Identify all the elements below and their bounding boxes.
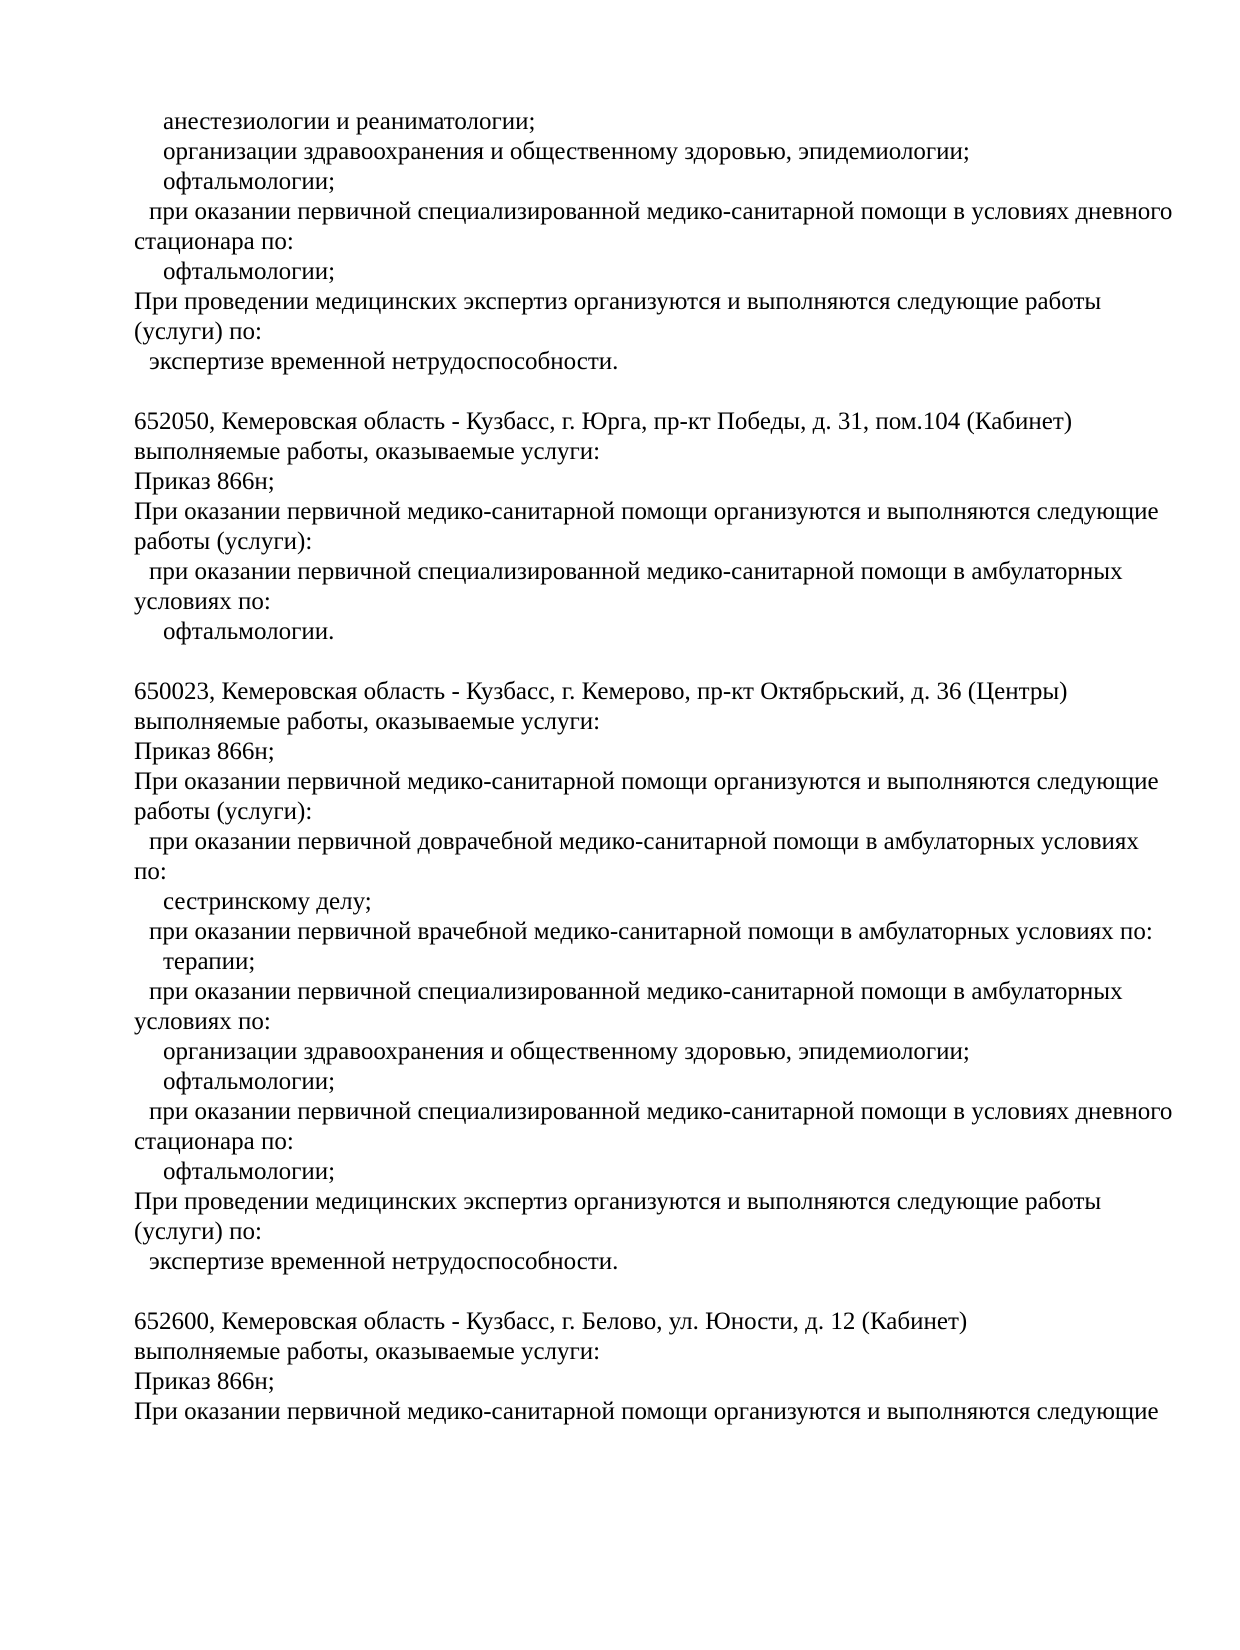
text-line: выполняемые работы, оказываемые услуги: (134, 1338, 601, 1365)
text-line: при оказании первичной специализированной медико-санитарной помощи в амбулаторных (149, 978, 1123, 1005)
text-line: организации здравоохранения и общественному здоровью, эпидемиологии; (163, 1038, 970, 1065)
text-line: при оказании первичной специализированной медико-санитарной помощи в условиях дневного (149, 198, 1173, 225)
text-line: по: (134, 858, 167, 885)
text-line: (услуги) по: (134, 318, 262, 345)
text-line: 650023, Кемеровская область - Кузбасс, г. Кемерово, пр-кт Октябрьский, д. 36 (Центры) (134, 678, 1068, 705)
text-line: офтальмологии; (163, 1158, 336, 1185)
text-line: При проведении медицинских экспертиз организуются и выполняются следующие работы (134, 288, 1102, 315)
text-line: выполняемые работы, оказываемые услуги: (134, 708, 601, 735)
text-line: При оказании первичной медико-санитарной помощи организуются и выполняются следующие (134, 498, 1159, 525)
text-line: офтальмологии; (163, 168, 336, 195)
blank-line (134, 1277, 1190, 1307)
text-line: условиях по: (134, 1008, 271, 1035)
text-line: анестезиологии и реаниматологии; (163, 108, 536, 135)
text-line: офтальмологии; (163, 258, 336, 285)
text-line: работы (услуги): (134, 798, 313, 825)
text-line: стационара по: (134, 228, 294, 255)
text-line: сестринскому делу; (163, 888, 372, 915)
text-line: при оказании первичной доврачебной медико-санитарной помощи в амбулаторных условиях (149, 828, 1139, 855)
text-line: стационара по: (134, 1128, 294, 1155)
text-line: офтальмологии. (163, 618, 335, 645)
text-line: экспертизе временной нетрудоспособности. (149, 1248, 619, 1275)
text-line: организации здравоохранения и общественному здоровью, эпидемиологии; (163, 138, 970, 165)
text-line: условиях по: (134, 588, 271, 615)
text-line: выполняемые работы, оказываемые услуги: (134, 438, 601, 465)
text-line: (услуги) по: (134, 1218, 262, 1245)
text-line: Приказ 866н; (134, 468, 275, 495)
text-line: Приказ 866н; (134, 738, 275, 765)
text-line: работы (услуги): (134, 528, 313, 555)
text-line: При оказании первичной медико-санитарной помощи организуются и выполняются следующие (134, 1398, 1159, 1425)
blank-line (134, 647, 1190, 677)
text-line: При проведении медицинских экспертиз организуются и выполняются следующие работы (134, 1188, 1102, 1215)
text-line: при оказании первичной врачебной медико-санитарной помощи в амбулаторных условиях по: (149, 918, 1153, 945)
text-line: 652050, Кемеровская область - Кузбасс, г. Юрга, пр-кт Победы, д. 31, пом.104 (Кабинет) (134, 408, 1073, 435)
text-line: терапии; (163, 948, 256, 975)
document-text-block (134, 107, 1190, 1427)
text-line: 652600, Кемеровская область - Кузбасс, г. Белово, ул. Юности, д. 12 (Кабинет) (134, 1308, 968, 1335)
text-line: офтальмологии; (163, 1068, 336, 1095)
text-line: При оказании первичной медико-санитарной помощи организуются и выполняются следующие (134, 768, 1159, 795)
text-line: Приказ 866н; (134, 1368, 275, 1395)
text-line: экспертизе временной нетрудоспособности. (149, 348, 619, 375)
text-line: при оказании первичной специализированной медико-санитарной помощи в условиях дневного (149, 1098, 1173, 1125)
blank-line (134, 377, 1190, 407)
text-line: при оказании первичной специализированной медико-санитарной помощи в амбулаторных (149, 558, 1123, 585)
